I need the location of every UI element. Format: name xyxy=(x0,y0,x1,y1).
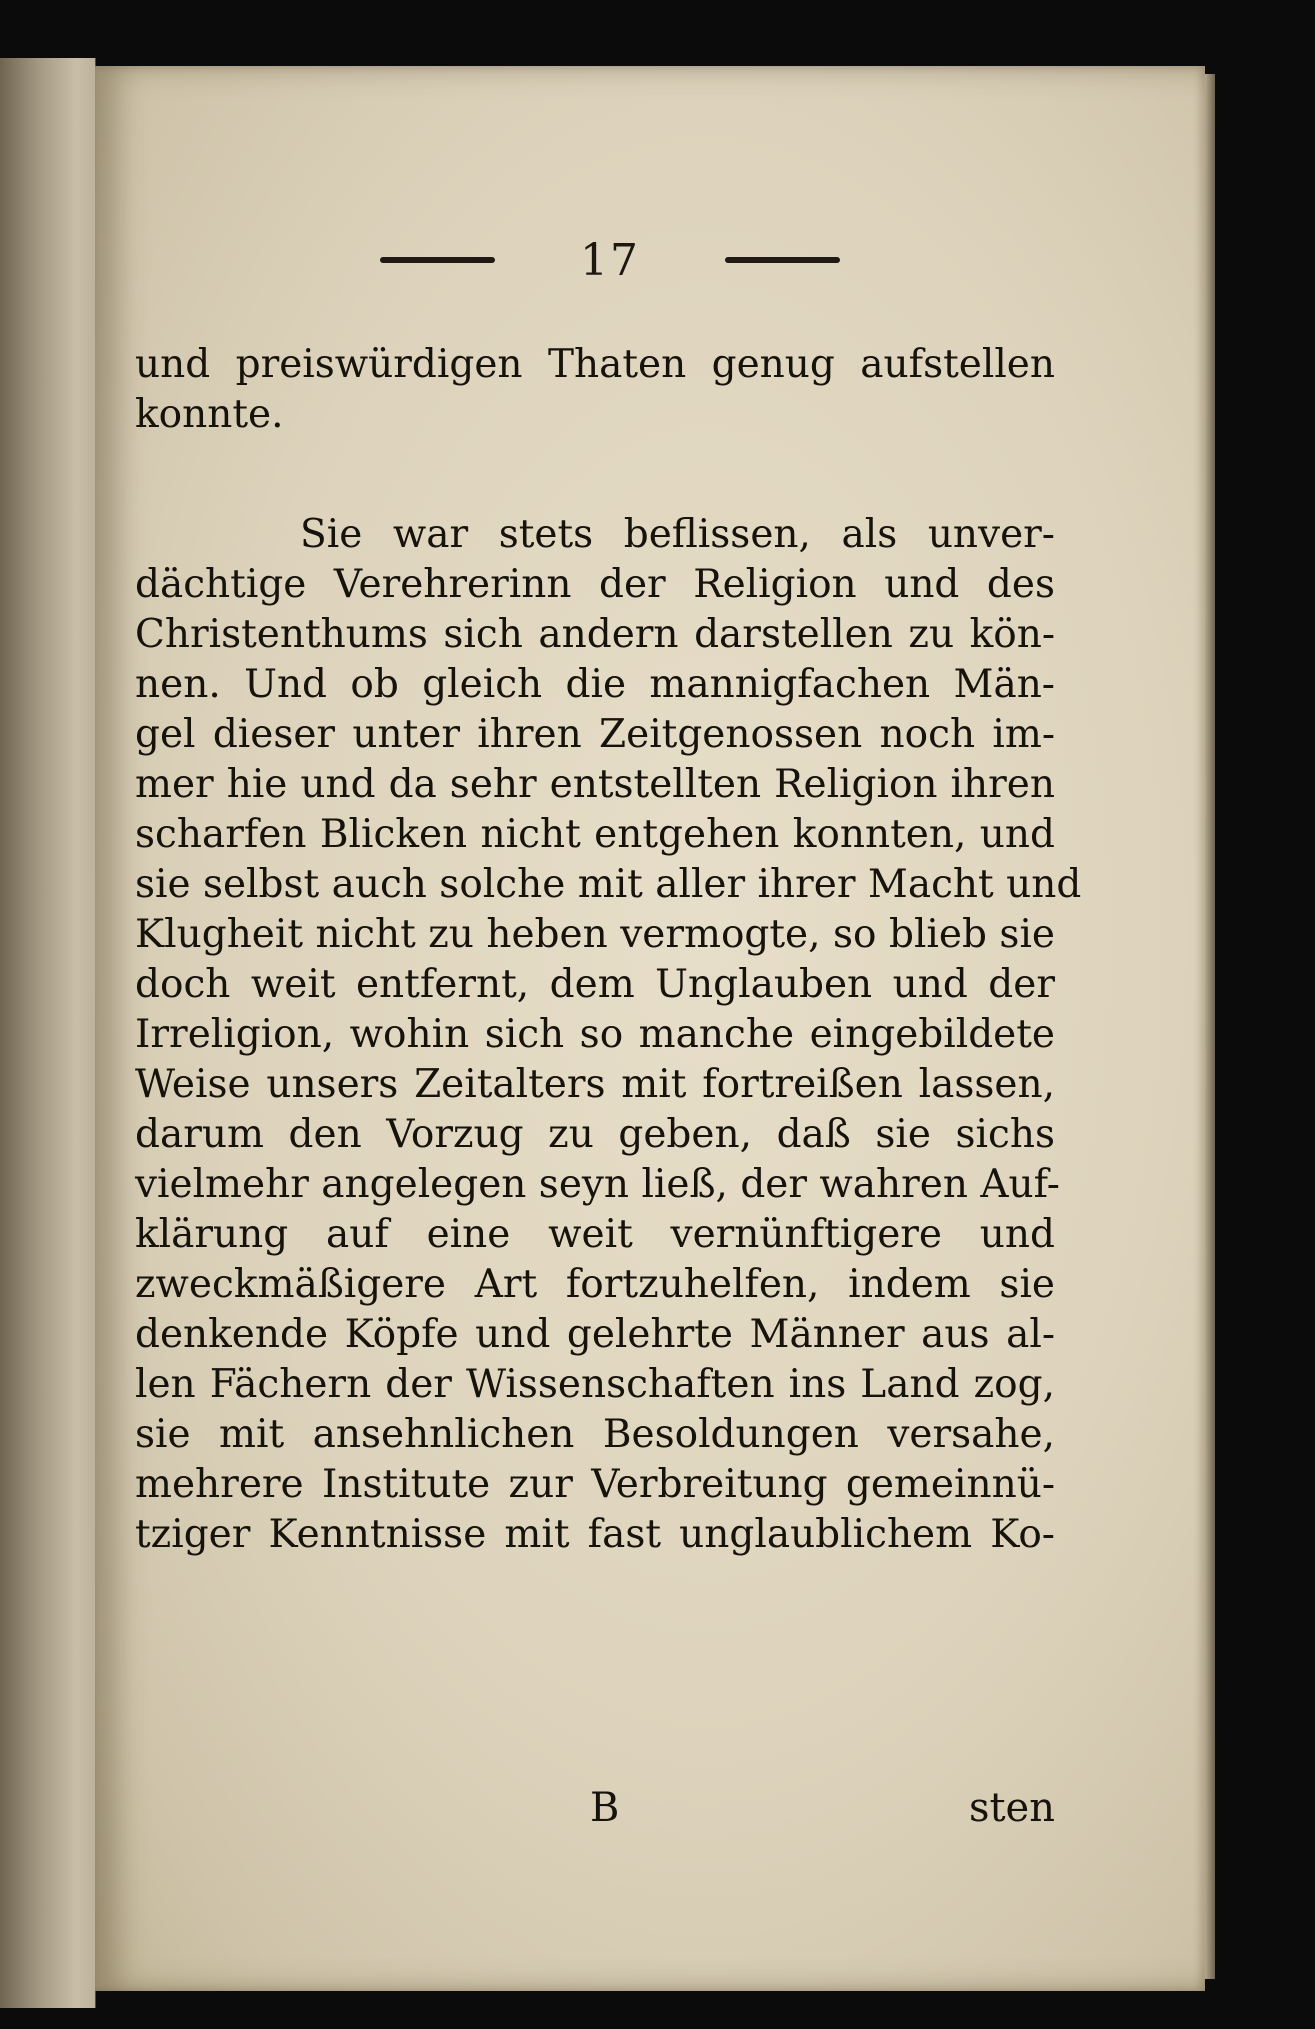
text-line: und preiswürdigen Thaten genug aufstellen xyxy=(135,342,1055,387)
text-line: dächtige Verehrerinn der Religion und des xyxy=(135,562,1055,607)
text-line: darum den Vorzug zu geben, daß sie sichs xyxy=(135,1112,1055,1157)
signature-mark: B xyxy=(590,1785,620,1831)
text-line: zweckmäßigere Art fortzuhelfen, indem sie xyxy=(135,1262,1055,1307)
left-rule xyxy=(380,257,495,263)
page-footer xyxy=(135,1785,1055,1845)
page-number: 17 xyxy=(580,234,640,286)
text-line: konnte. xyxy=(135,392,284,437)
page-fore-edge xyxy=(1205,74,1215,1979)
previous-page-edge xyxy=(0,58,96,2008)
text-line: sie mit ansehnlichen Besoldungen versahe, xyxy=(135,1412,1055,1457)
text-line: Klugheit nicht zu heben vermogte, so blieb sie xyxy=(135,912,1055,957)
text-line: Sie war stets beflissen, als unver- xyxy=(300,512,1055,557)
paragraph-gap xyxy=(135,440,1055,510)
running-head xyxy=(380,232,840,288)
text-line: Irreligion, wohin sich so manche eingebildete xyxy=(135,1012,1055,1057)
text-line: nen. Und ob gleich die mannigfachen Män- xyxy=(135,662,1055,707)
text-line: denkende Köpfe und gelehrte Männer aus al- xyxy=(135,1312,1055,1357)
text-line: len Fächern der Wissenschaften ins Land zog, xyxy=(135,1362,1055,1407)
text-line: sie selbst auch solche mit aller ihrer Macht und xyxy=(135,862,1082,907)
right-rule xyxy=(725,257,840,263)
text-line: scharfen Blicken nicht entgehen konnten, und xyxy=(135,812,1055,857)
text-line: mehrere Institute zur Verbreitung gemeinnü- xyxy=(135,1462,1055,1507)
text-line: klärung auf eine weit vernünftigere und xyxy=(135,1212,1055,1257)
text-line: tziger Kenntnisse mit fast unglaublichem Ko- xyxy=(135,1512,1055,1557)
text-line: Weise unsers Zeitalters mit fortreißen lassen, xyxy=(135,1062,1055,1107)
text-line: gel dieser unter ihren Zeitgenossen noch im- xyxy=(135,712,1055,757)
text-line: Christenthums sich andern darstellen zu kön- xyxy=(135,612,1055,657)
text-line: doch weit entfernt, dem Unglauben und der xyxy=(135,962,1055,1007)
text-line: mer hie und da sehr entstellten Religion ihren xyxy=(135,762,1055,807)
catchword: sten xyxy=(968,1785,1055,1831)
text-line: vielmehr angelegen seyn ließ, der wahren Auf- xyxy=(135,1162,1060,1207)
body-text xyxy=(135,340,1082,1560)
